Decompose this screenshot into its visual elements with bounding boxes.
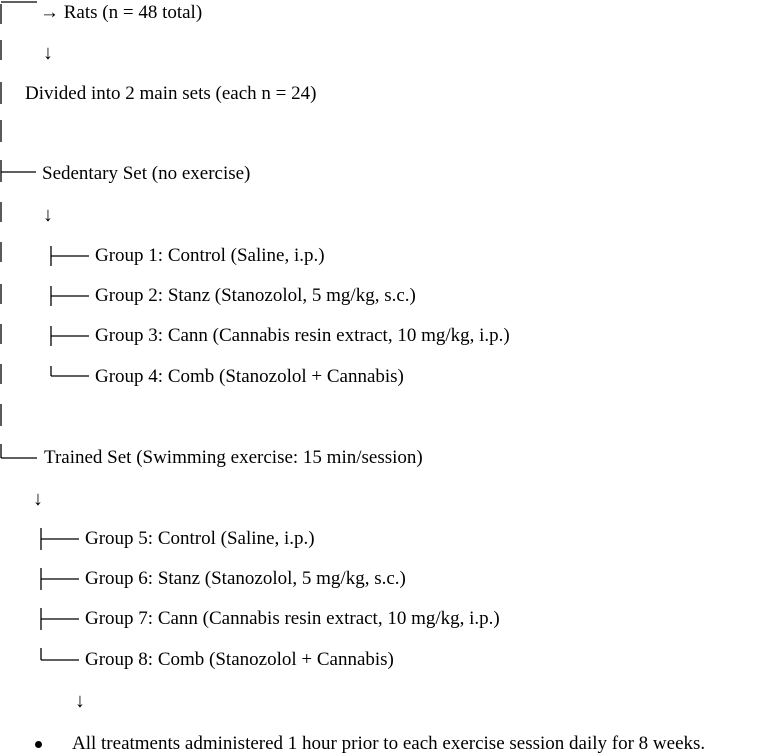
group-node: Group 6: Stanz (Stanozolol, 5 mg/kg, s.c.) <box>85 568 406 589</box>
group-node: Group 2: Stanz (Stanozolol, 5 mg/kg, s.c.) <box>95 285 416 306</box>
root-node-rats: → Rats (n = 48 total) <box>40 2 203 23</box>
group-node: Group 3: Cann (Cannabis resin extract, 10 mg/kg, i.p.) <box>95 325 510 346</box>
group-node: Group 5: Control (Saline, i.p.) <box>85 528 315 549</box>
down-arrow-icon: ↓ <box>75 690 85 712</box>
divided-sets-node: Divided into 2 main sets (each n = 24) <box>25 83 317 104</box>
group-node: Group 7: Cann (Cannabis resin extract, 10 mg/kg, i.p.) <box>85 608 500 629</box>
down-arrow-icon: ↓ <box>33 488 43 510</box>
bullet-icon <box>35 741 42 748</box>
sedentary-set-node: Sedentary Set (no exercise) <box>42 163 251 184</box>
group-node: Group 4: Comb (Stanozolol + Cannabis) <box>95 366 404 387</box>
down-arrow-icon: ↓ <box>43 42 53 64</box>
group-node: Group 8: Comb (Stanozolol + Cannabis) <box>85 649 394 670</box>
trained-set-node: Trained Set (Swimming exercise: 15 min/session) <box>44 447 423 468</box>
down-arrow-icon: ↓ <box>43 204 53 226</box>
group-node: Group 1: Control (Saline, i.p.) <box>95 245 325 266</box>
treatment-note: All treatments administered 1 hour prior to each exercise session daily for 8 weeks. <box>72 733 706 754</box>
